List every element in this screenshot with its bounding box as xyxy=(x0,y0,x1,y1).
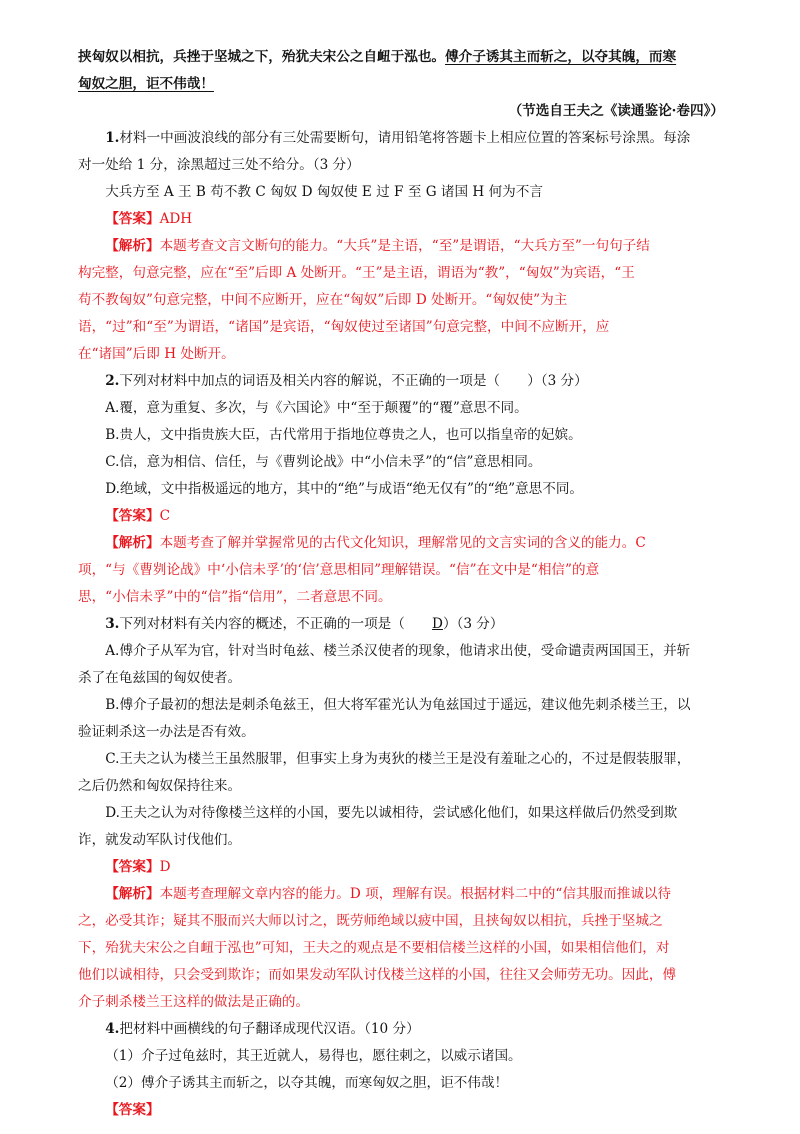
analysis-tag: 【解析】 xyxy=(105,886,160,902)
question-text: 下列对材料有关内容的概述，不正确的一项是（ xyxy=(119,616,405,632)
question-number: 4. xyxy=(105,1021,120,1037)
analysis-line: 在“诸国”后即 H 处断开。 xyxy=(78,346,235,362)
passage-underlined-sentence: 傅介子诱其主而斩之，以夺其魄，而寒 xyxy=(445,49,677,65)
question-number: 1. xyxy=(105,130,120,146)
option-d: D.绝域，文中指极遥远的地方，其中的“绝”与成语“绝无仅有”的“绝”意思不同。 xyxy=(105,481,584,497)
question-text-end: ）（3 分） xyxy=(442,616,504,632)
passage-source: （节选自王夫之《读通鉴论·卷四》） xyxy=(508,103,724,119)
analysis-text: 本题考查文言文断句的能力。“大兵”是主语，“至”是谓语，“大兵方至”一句句子结 xyxy=(159,238,650,254)
option-a: A.覆，意为重复、多次，与《六国论》中“至于颠覆”的“覆”意思不同。 xyxy=(105,400,528,416)
option-c-cont: 之后仍然和匈奴保持往来。 xyxy=(78,778,242,794)
analysis-line: 构完整，句意完整，应在“至”后即 A 处断开。“王”是主语，谓语为“教”，“匈奴”为宾语，“王 xyxy=(78,265,635,281)
question-number: 3. xyxy=(105,616,120,632)
document-page xyxy=(78,44,726,1124)
analysis-line xyxy=(78,530,726,557)
answer-tag: 【答案】 xyxy=(105,508,160,524)
question-2 xyxy=(78,368,726,395)
option-c: C.王夫之认为楼兰王虽然服罪，但事实上身为夷狄的楼兰王是没有羞耻之心的，不过是假装服罪， xyxy=(105,751,691,767)
answer-line xyxy=(78,1097,726,1124)
answer-line xyxy=(78,854,726,881)
analysis-tag: 【解析】 xyxy=(105,238,160,254)
question-1-cont: 对一处给 1 分，涂黑超过三处不给分。（3 分） xyxy=(78,157,360,173)
answer-value: D xyxy=(159,859,171,875)
question-3 xyxy=(78,611,726,638)
option-d: D.王夫之认为对待像楼兰这样的小国，要先以诚相待，尝试感化他们，如果这样做后仍然受到欺 xyxy=(105,805,678,821)
analysis-text: 本题考查了解并掌握常见的古代文化知识，理解常见的文言实词的含义的能力。C xyxy=(159,535,646,551)
analysis-line xyxy=(78,881,726,908)
passage-line-2 xyxy=(78,71,726,98)
passage-text: 挟匈奴以相抗，兵挫于坚城之下，殆犹夫宋公之自衄于泓也。 xyxy=(78,49,446,65)
option-d-cont: 诈，就发动军队讨伐他们。 xyxy=(78,832,242,848)
question-text: 把材料中画横线的句子翻译成现代汉语。（10 分） xyxy=(119,1021,420,1037)
answer-tag: 【答案】 xyxy=(105,1102,160,1118)
answer-value: C xyxy=(159,508,170,524)
answer-tag: 【答案】 xyxy=(105,859,160,875)
translation-item-1: （1）介子过龟兹时，其王近就人，易得也，愿往刺之，以威示诸国。 xyxy=(105,1048,522,1064)
passage-underlined-sentence-end: 匈奴之胆，讵不伟哉！ xyxy=(78,76,214,92)
passage-line-1 xyxy=(78,44,726,71)
question-text: 材料一中画波浪线的部分有三处需要断句，请用铅笔将答题卡上相应位置的答案标号涂黑。每涂 xyxy=(119,130,691,146)
analysis-line: 苟不教匈奴”句意完整，中间不应断开，应在“匈奴”后即 D 处断开。“匈奴使”为主 xyxy=(78,292,568,308)
answer-line xyxy=(78,503,726,530)
option-b-cont: 验证刺杀这一办法是否有效。 xyxy=(78,724,255,740)
answer-line xyxy=(78,206,726,233)
filled-answer: D xyxy=(432,616,443,632)
translation-item-2: （2）傅介子诱其主而斩之，以夺其魄，而寒匈奴之胆，讵不伟哉！ xyxy=(105,1075,509,1091)
analysis-line: 他们以诚相待，只会受到欺诈；而如果发动军队讨伐楼兰这样的小国，往往又会师劳无功。因此，傅 xyxy=(78,967,677,983)
answer-tag: 【答案】 xyxy=(105,211,160,227)
option-a: A.傅介子从军为官，针对当时龟兹、楼兰杀汉使者的现象，他请求出使，受命谴责两国国王，并斩 xyxy=(105,643,691,659)
analysis-line: 项，“与《曹刿论战》中‘小信未孚’的‘信’意思相同”理解错误。“信”在文中是“相信”的意 xyxy=(78,562,600,578)
question-4 xyxy=(78,1016,726,1043)
analysis-line: 介子刺杀楼兰王这样的做法是正确的。 xyxy=(78,994,310,1010)
question-number: 2. xyxy=(105,373,120,389)
option-c: C.信，意为相信、信任，与《曹刿论战》中“小信未孚”的“信”意思相同。 xyxy=(105,454,542,470)
answer-value: ADH xyxy=(159,211,193,227)
analysis-line xyxy=(78,233,726,260)
option-a-cont: 杀了在龟兹国的匈奴使者。 xyxy=(78,670,242,686)
breaking-sequence: 大兵方至 A 王 B 苟不教 C 匈奴 D 匈奴使 E 过 F 至 G 诸国 H 何为不言 xyxy=(105,184,543,200)
analysis-line: 下，殆犹夫宋公之自衄于泓也”可知，王夫之的观点是不要相信楼兰这样的小国，如果相信他们，对 xyxy=(78,940,670,956)
analysis-line: 思，“小信未孚”中的“信”指“信用”，二者意思不同。 xyxy=(78,589,392,605)
analysis-line: 之，必受其诈；疑其不服而兴大师以讨之，既劳师绝域以疲中国，且挟匈奴以相抗，兵挫于坚城之 xyxy=(78,913,663,929)
question-text: 下列对材料中加点的词语及相关内容的解说，不正确的一项是（ ）（3 分） xyxy=(119,373,588,389)
option-b: B.贵人，文中指贵族大臣，古代常用于指地位尊贵之人，也可以指皇帝的妃嫔。 xyxy=(105,427,582,443)
analysis-text: 本题考查理解文章内容的能力。D 项，理解有误。根据材料二中的“信其服而推诚以待 xyxy=(159,886,672,902)
analysis-line: 语，“过”和“至”为谓语，“诸国”是宾语，“匈奴使过至诸国”句意完整，中间不应断开，应 xyxy=(78,319,610,335)
option-b: B.傅介子最初的想法是刺杀龟兹王，但大将军霍光认为龟兹国过于遥远，建议他先刺杀楼兰王，以 xyxy=(105,697,691,713)
analysis-tag: 【解析】 xyxy=(105,535,160,551)
question-1 xyxy=(78,125,726,152)
